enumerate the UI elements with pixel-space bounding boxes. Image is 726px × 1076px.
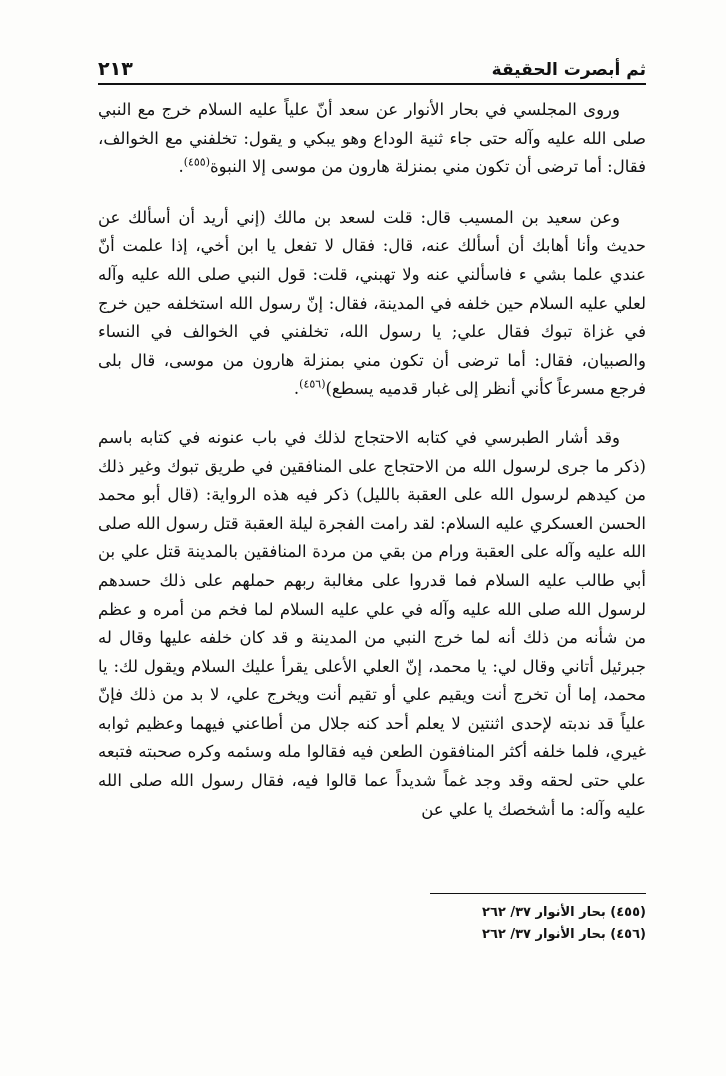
paragraph: وروى المجلسي في بحار الأنوار عن سعد أنّ علياً عليه السلام خرج مع النبي صلى الله عليه وآله حتى جاء ثنية الوداع وهو يبكي و يقول: تخلفني مع الخوالف، فقال: أما ترضى أن تكون مني بمنزلة هارون من موسى إلا النبوة$^{(٤٥٥)}$. (98, 100, 646, 177)
footnote-rule (430, 893, 646, 894)
running-header (98, 46, 646, 80)
paragraph: وقد أشار الطبرسي في كتابه الاحتجاج لذلك في باب عنونه في كتابه باسم (ذكر ما جرى لرسول الله من الاحتجاج على المنافقين في طريق تبوك وغير ذلك من كيدهم لرسول الله على العقبة بالليل) ذكر فيه هذه الرواية: (قال أبو محمد الحسن العسكري عليه السلام: لقد رامت الفجرة ليلة العقبة قتل رسول الله صلى الله عليه وآله على العقبة ورام من بقي من مردة المنافقين بالمدينة قتل علي بن أبي طالب عليه السلام فما قدروا على مغالبة ربهم حملهم على ذلك حسدهم لرسول الله صلى الله عليه وآله في علي عليه السلام لما فخم من أمره و عظم من شأنه من ذلك أنه لما خرج النبي من المدينة و قد كان خلفه عليها وقال له جبرئيل أتاني وقال لي: يا محمد، إنّ العلي الأعلى يقرأ عليك السلام ويقول لك: يا محمد، إما أن تخرج أنت ويقيم علي أو تقيم أنت ويخرج علي، لا بد من ذلك فإنّ علياً قد ندبته لإحدى اثنتين لا يعلم أحد كنه جلال من أطاعني فيهما وعظيم ثوابه غيري، فلما خلفه أكثر المنافقون الطعن فيه فقالوا مله وسئمه وكره صحبته فتبعه علي حتى لحقه وقد وجد غماً شديداً عما قالوا فيه، فقال رسول الله صلى الله عليه وآله: ما أشخصك يا علي عن (98, 427, 646, 819)
footnote-ref[interactable]: (٤٥٦) (299, 377, 326, 391)
main-text (98, 96, 646, 844)
page-number: ٢١٣ (98, 58, 133, 80)
footnote: (٤٥٦) بحار الأنوار ٣٧/ ٢٦٢ (482, 927, 646, 942)
footnote: (٤٥٥) بحار الأنوار ٣٧/ ٢٦٢ (482, 905, 646, 920)
footnote-ref[interactable]: (٤٥٥) (183, 155, 211, 169)
footnotes (98, 902, 646, 946)
header-rule (98, 83, 646, 85)
running-title: ثم أبصرت الحقيقة (491, 60, 646, 80)
paragraph: وعن سعيد بن المسيب قال: قلت لسعد بن مالك (إني أريد أن أسألك عن حديث وأنا أهابك أن أسألك عنه، قال: فقال لا تفعل يا ابن أخي، إذا علمت أنّ عندي علما بشي ء فاسألني عنه ولا تهبني، قلت: قول النبي صلى الله عليه وآله لعلي عليه السلام حين خلفه في المدينة، فقال: إنّ رسول الله استخلفه حين خرج في غزاة تبوك فقال علي; يا رسول الله، تخلفني في الخوالف في النساء والصبيان، فقال: أما ترضى أن تكون مني بمنزلة هارون من موسى، قال بلى فرجع مسرعاً كأني أنظر إلى غبار قدميه يسطع)$^{(٤٥٦)}$. (98, 207, 646, 399)
